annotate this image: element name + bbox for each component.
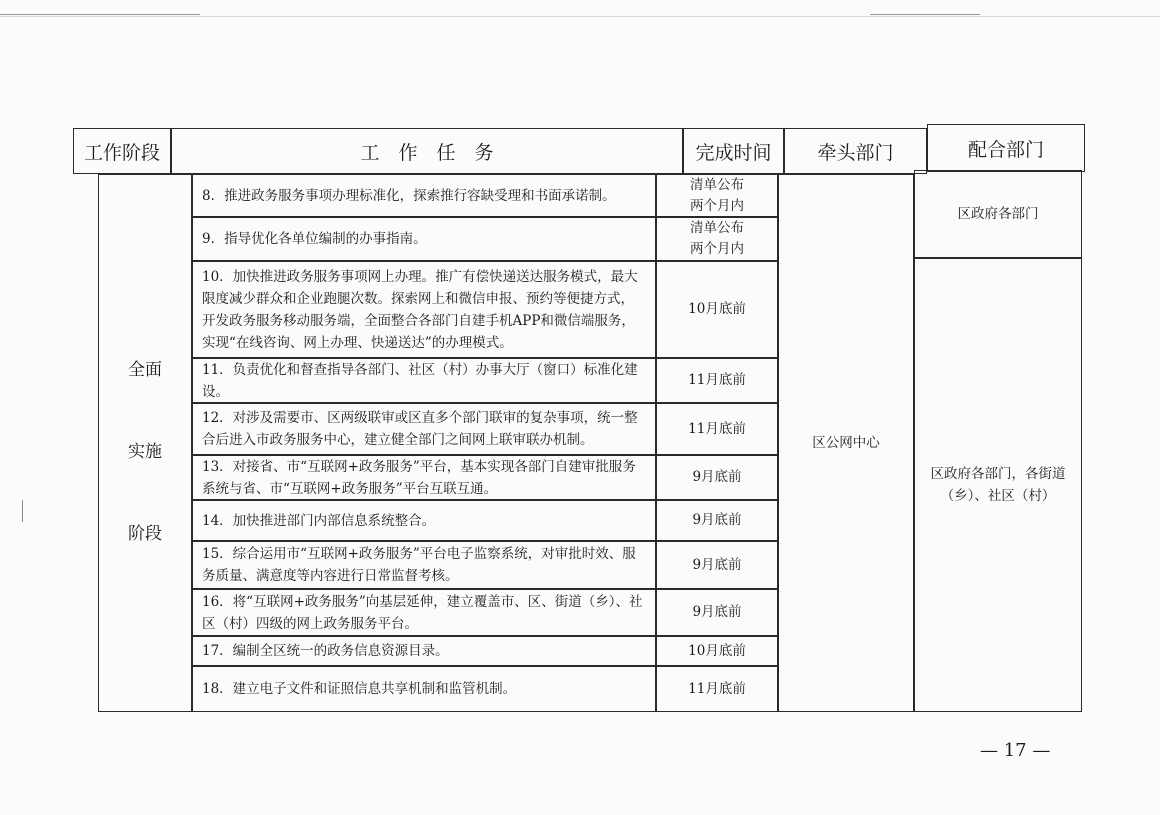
time-text: 两个月内 [690, 241, 744, 257]
time-text: 清单公布 [690, 176, 744, 193]
time-text: 11月底前 [688, 372, 746, 388]
time-text: 9月底前 [692, 556, 742, 573]
coop-dept-cell-b [914, 258, 1082, 712]
time-row-12 [656, 403, 778, 455]
header-task: 工 作 任 务 [171, 128, 683, 174]
task-row-10: 10．加快推进政务服务事项网上办理。推广有偿快递送达服务模式，最大限度减少群众和企业跑腿次数。探索网上和微信申报、预约等便捷方式，开发政务服务移动服务端，全面整合各部门自建手机APP和微信端服务，实现“在线咨询、网上办理、快递送达”的办理模式。 [192, 261, 656, 358]
coop-dept-text-a: 区政府各部门 [957, 205, 1039, 222]
task-row-17: 17．编制全区统一的政务信息资源目录。 [192, 636, 656, 666]
time-text: 11月底前 [688, 420, 746, 437]
task-row-14: 14．加快推进部门内部信息系统整合。 [192, 500, 656, 541]
time-row-8 [656, 174, 778, 217]
scan-artifact [22, 500, 23, 522]
time-text: 11月底前 [688, 680, 746, 697]
time-text: 9月底前 [692, 604, 742, 620]
time-text: 10月底前 [688, 642, 746, 659]
stage-text-2: 实施 [128, 442, 162, 462]
task-row-11: 11．负责优化和督查指导各部门、社区（村）办事大厅（窗口）标准化建设。 [192, 358, 656, 403]
task-row-16: 16．将“互联网+政务服务”向基层延伸，建立覆盖市、区、街道（乡）、社区（村）四级的网上政务服务平台。 [192, 589, 656, 636]
task-row-15: 15．综合运用市“互联网+政务服务”平台电子监察系统，对审批时效、服务质量、满意度等内容进行日常监督考核。 [192, 541, 656, 589]
scan-artifact [0, 16, 1160, 17]
stage-text-1: 全面 [128, 360, 162, 380]
coop-dept-text-b: 区政府各部门，各街道（乡）、社区（村） [930, 466, 1066, 504]
time-row-15 [656, 541, 778, 589]
lead-dept-text: 区公网中心 [812, 434, 880, 451]
coop-dept-cell-a [914, 170, 1082, 258]
scan-artifact [0, 14, 200, 15]
header-stage: 工作阶段 [73, 128, 171, 174]
scan-artifact [870, 14, 980, 15]
task-row-8: 8．推进政务服务事项办理标准化，探索推行容缺受理和书面承诺制。 [192, 174, 656, 217]
time-text: 9月底前 [692, 512, 742, 528]
stage-cell [98, 174, 192, 712]
time-text: 两个月内 [690, 197, 744, 214]
header-time: 完成时间 [683, 128, 784, 174]
time-row-14 [656, 500, 778, 541]
page-number: — 17 — [980, 740, 1051, 761]
task-row-18: 18．建立电子文件和证照信息共享机制和监管机制。 [192, 666, 656, 712]
time-row-13 [656, 455, 778, 500]
header-lead: 牵头部门 [784, 128, 927, 174]
time-row-18 [656, 666, 778, 712]
time-row-16 [656, 589, 778, 636]
stage-text-3: 阶段 [128, 524, 162, 544]
task-row-9: 9．指导优化各单位编制的办事指南。 [192, 217, 656, 261]
time-text: 清单公布 [690, 220, 744, 236]
task-row-13: 13．对接省、市“互联网+政务服务”平台，基本实现各部门自建审批服务系统与省、市“互联网+政务服务”平台互联互通。 [192, 455, 656, 500]
time-text: 10月底前 [688, 301, 746, 317]
header-coop: 配合部门 [927, 124, 1085, 172]
time-row-11 [656, 358, 778, 403]
time-text: 9月底前 [692, 469, 742, 485]
lead-dept-cell [778, 174, 914, 712]
time-row-17 [656, 636, 778, 666]
time-row-10 [656, 261, 778, 358]
time-row-9 [656, 217, 778, 261]
task-row-12: 12．对涉及需要市、区两级联审或区直多个部门联审的复杂事项，统一整合后进入市政务服务中心，建立健全部门之间网上联审联办机制。 [192, 403, 656, 455]
